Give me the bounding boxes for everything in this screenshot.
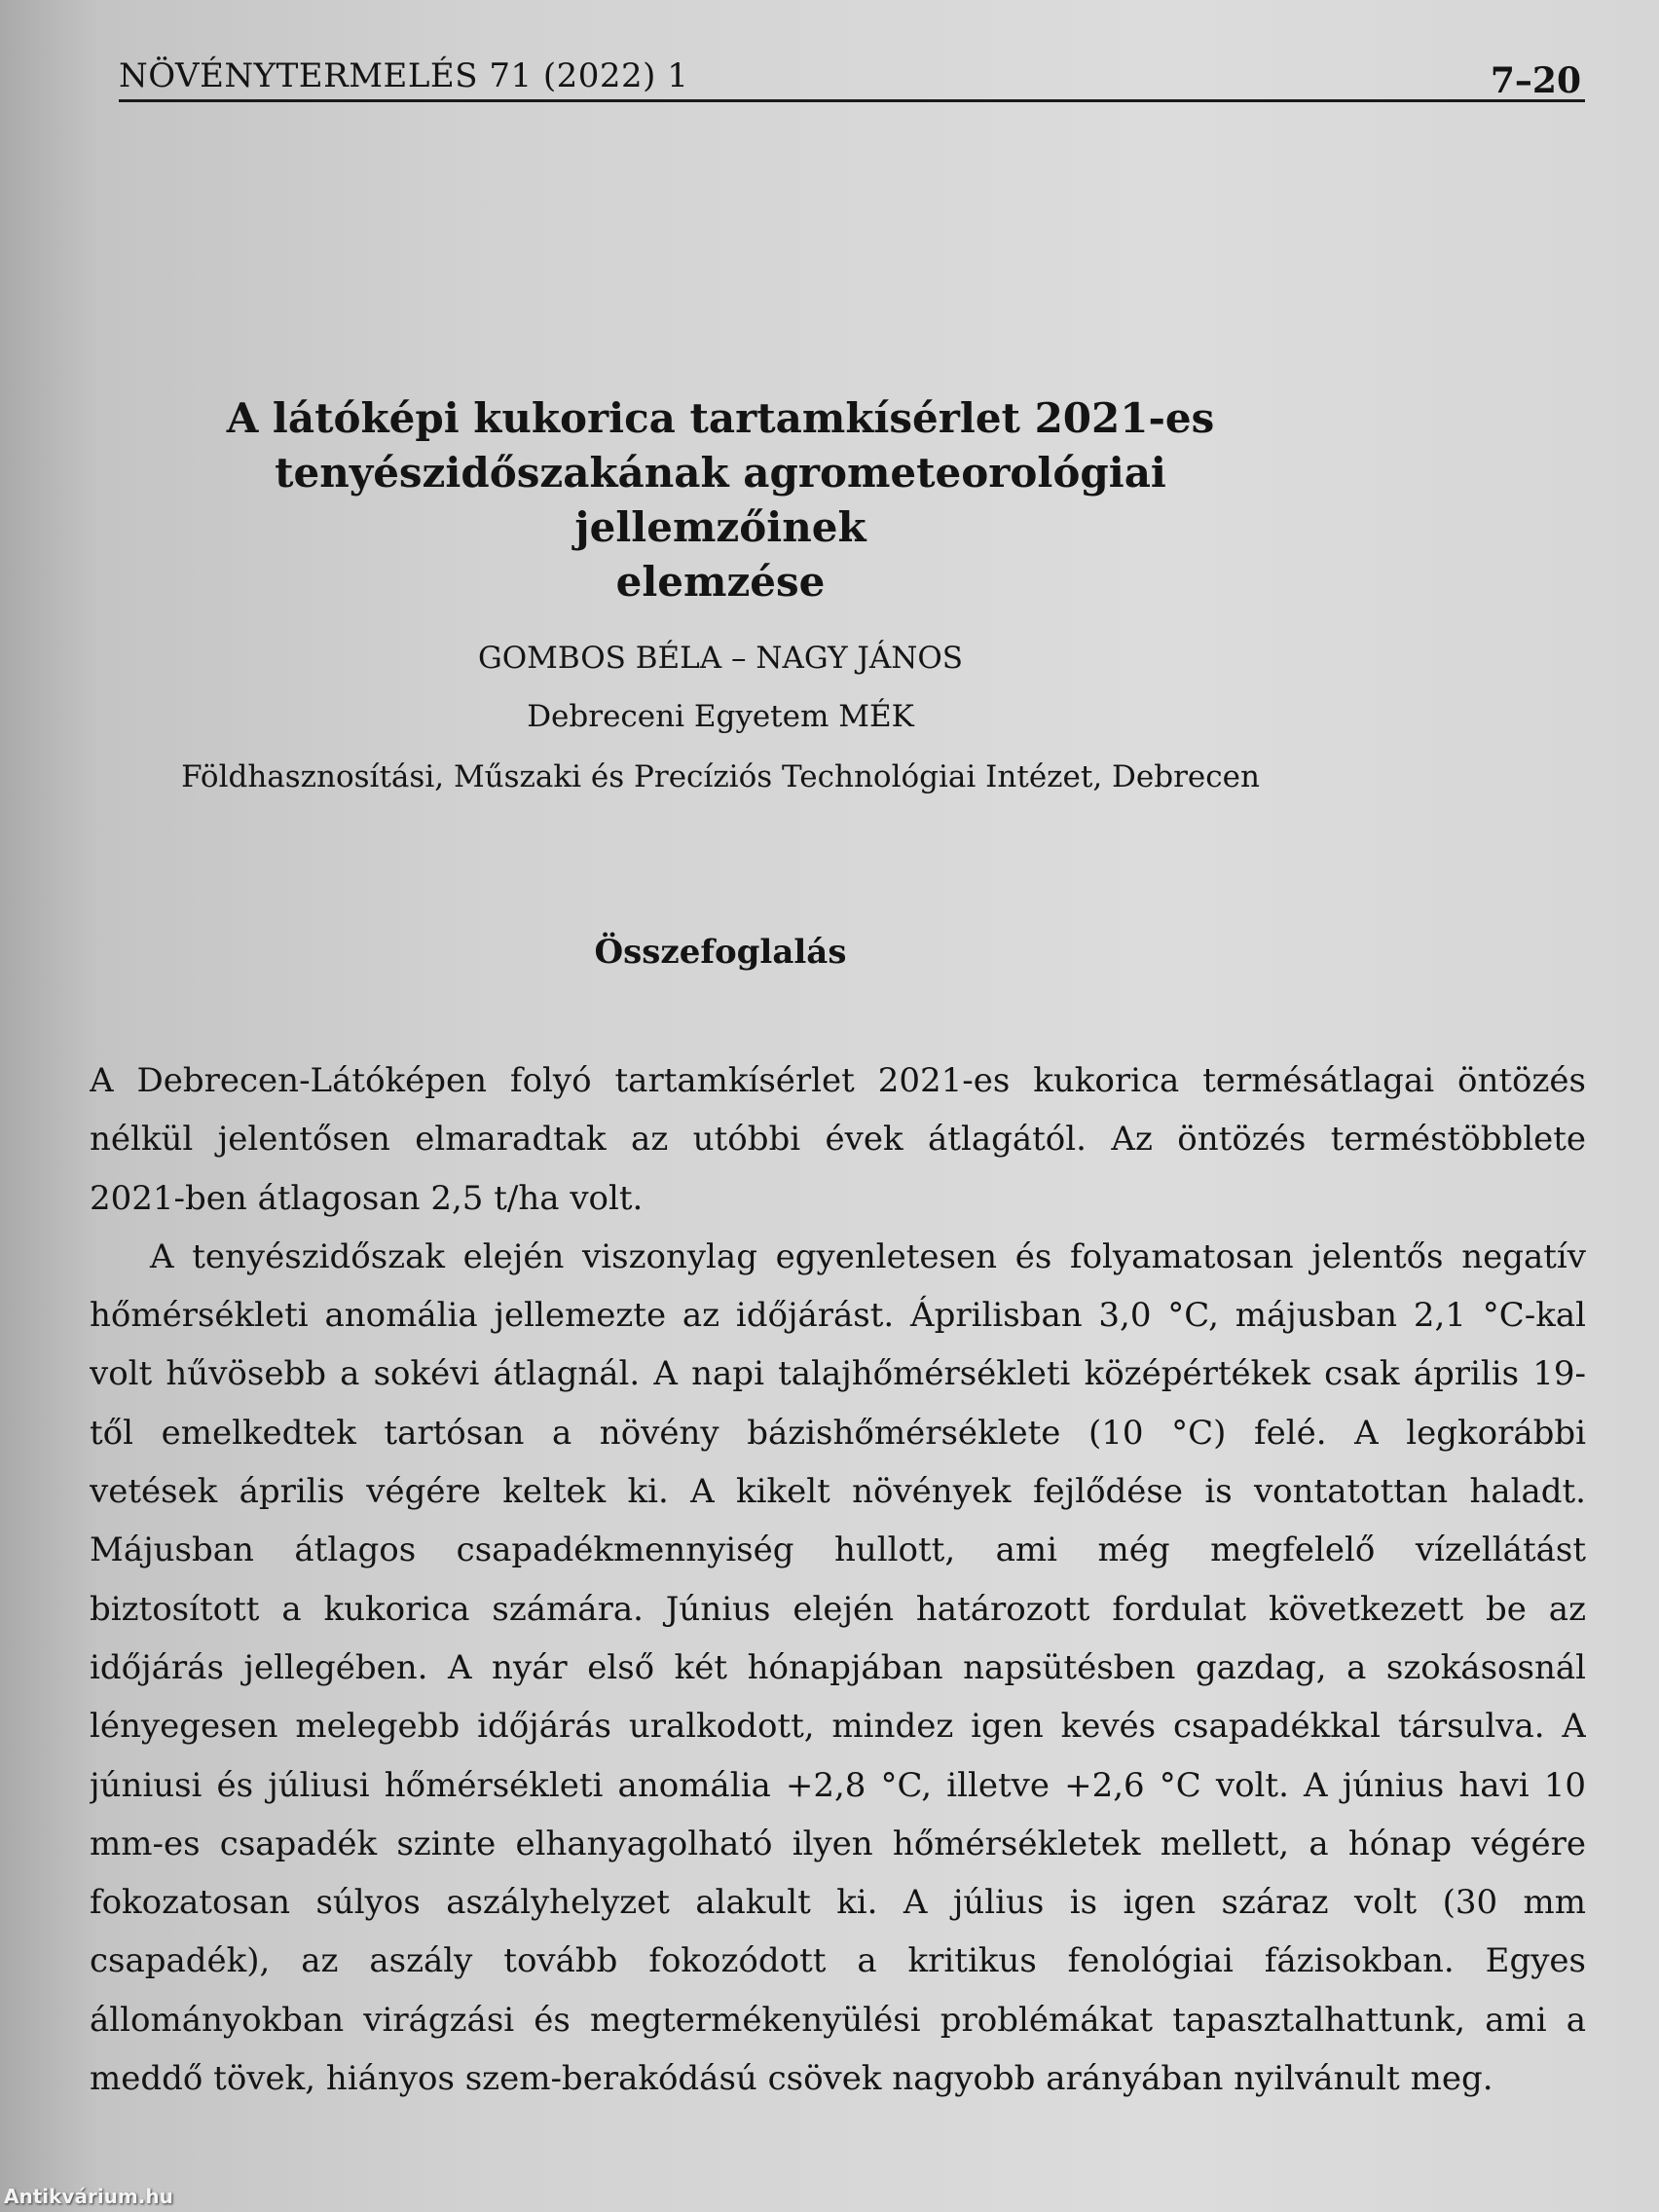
abstract-body (90, 1051, 1586, 2108)
text-line: állományokban virágzási és megtermékenyülési problémákat tapasztalhattunk, ami a (90, 2000, 1586, 2040)
text-line: 2021-ben átlagosan 2,5 t/ha volt. (90, 1178, 644, 1218)
text-line: vetések április végére keltek ki. A kikelt növények fejlődése is vontatottan haladt. (90, 1472, 1586, 1512)
watermark: Antikvárium.hu (4, 2185, 173, 2208)
text-line: A Debrecen-Látóképen folyó tartamkísérlet 2021-es kukorica termésátlagai öntözés (90, 1061, 1586, 1100)
title-line: tenyészidőszakának agrometeorológiai jellemzőinek (275, 449, 1166, 551)
text-line: Májusban átlagos csapadékmennyiség hullott, ami még megfelelő vízellátást (90, 1530, 1586, 1570)
text-line: meddő tövek, hiányos szem-berakódású csövek nagyobb arányában nyilvánult meg. (90, 2059, 1493, 2099)
institute: Földhasznosítási, Műszaki és Precíziós Technológiai Intézet, Debrecen (181, 759, 1260, 794)
affiliation: Debreceni Egyetem MÉK (527, 699, 914, 734)
text-line: nélkül jelentősen elmaradtak az utóbbi évek átlagától. Az öntözés terméstöbblete (90, 1120, 1586, 1160)
article-title (146, 391, 1295, 609)
text-line: től emelkedtek tartósan a növény bázishőmérséklete (10 °C) felé. A legkorábbi (90, 1413, 1586, 1453)
running-header (119, 45, 1585, 102)
title-line: A látóképi kukorica tartamkísérlet 2021-es (226, 394, 1215, 442)
text-line: júniusi és júliusi hőmérsékleti anomália +2,8 °C, illetve +2,6 °C volt. A június havi 10 (90, 1765, 1586, 1805)
text-line: csapadék), az aszály tovább fokozódott a kritikus fenológiai fázisokban. Egyes (90, 1941, 1586, 1981)
authors: GOMBOS BÉLA – NAGY JÁNOS (477, 641, 963, 676)
text-line: A tenyészidőszak elején viszonylag egyenletesen és folyamatosan jelentős negatív (150, 1236, 1586, 1276)
title-line: elemzése (615, 558, 826, 606)
text-line: hőmérsékleti anomália jellemezte az időjárást. Áprilisban 3,0 °C, májusban 2,1 °C-kal (90, 1296, 1586, 1336)
text-line: lényegesen melegebb időjárás uralkodott, mindez igen kevés csapadékkal társulva. A (90, 1707, 1586, 1747)
text-line: időjárás jellegében. A nyár első két hónapjában napsütésben gazdag, a szokásosnál (90, 1647, 1586, 1687)
text-line: biztosított a kukorica számára. Június elején határozott fordulat következett be az (90, 1589, 1586, 1629)
page-range: 7–20 (1490, 60, 1581, 101)
abstract-heading: Összefoglalás (594, 933, 847, 972)
text-line: fokozatosan súlyos aszályhelyzet alakult ki. A július is igen száraz volt (30 mm (90, 1883, 1586, 1923)
text-line: mm-es csapadék szinte elhanyagolható ilyen hőmérsékletek mellett, a hónap végére (90, 1824, 1586, 1863)
journal-reference: NÖVÉNYTERMELÉS 71 (2022) 1 (119, 56, 689, 95)
text-line: volt hűvösebb a sokévi átlagnál. A napi talajhőmérsékleti középértékek csak április 19- (90, 1354, 1586, 1394)
